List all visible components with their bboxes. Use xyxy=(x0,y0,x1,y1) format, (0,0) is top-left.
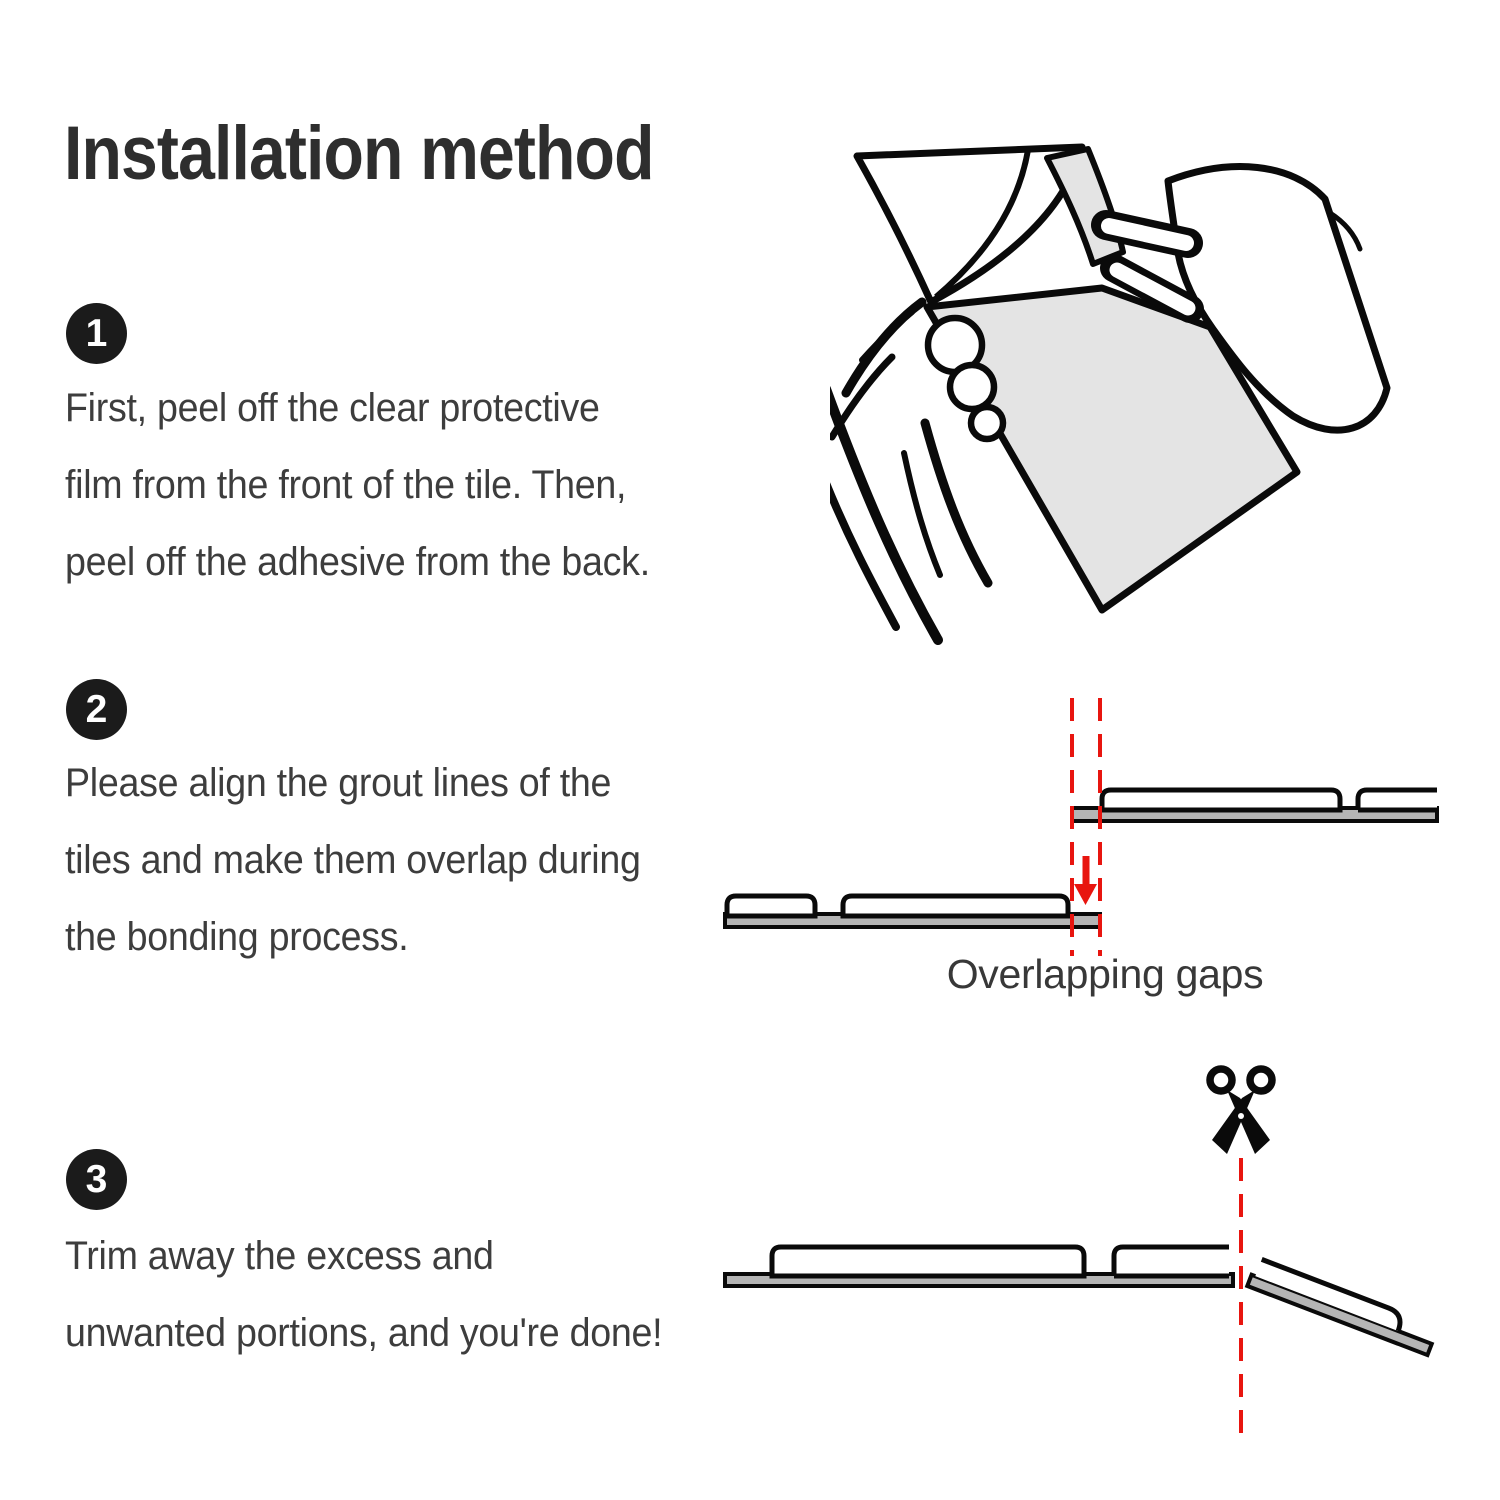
down-arrow-icon xyxy=(1074,856,1097,905)
peel-film-illustration xyxy=(830,105,1430,650)
step-2-description xyxy=(65,745,641,976)
step-description-line: unwanted portions, and you're done! xyxy=(65,1311,663,1355)
left-palm-line xyxy=(904,453,940,575)
step-number: 2 xyxy=(85,687,108,731)
trim-illustration xyxy=(710,1050,1470,1470)
step-description-line: tiles and make them overlap during xyxy=(65,838,641,882)
liner-strip xyxy=(1047,149,1123,264)
step-description-line: the bonding process. xyxy=(65,915,409,959)
step-1-description xyxy=(65,370,650,601)
step-description-line: Trim away the excess and xyxy=(65,1234,494,1278)
step-number: 1 xyxy=(85,311,108,355)
clear-film-sheet xyxy=(857,147,1082,302)
step-3-number-badge xyxy=(66,1149,127,1210)
step-description-line: Please align the grout lines of the xyxy=(65,761,612,805)
step-3-description xyxy=(65,1218,662,1372)
upper-tile-cross-section xyxy=(1072,790,1437,821)
page-title: Installation method xyxy=(64,111,654,196)
step-2-number-badge xyxy=(66,679,127,740)
step-1-number-badge xyxy=(66,303,127,364)
step-number: 3 xyxy=(85,1157,108,1201)
left-finger xyxy=(862,312,912,360)
overlap-caption: Overlapping gaps xyxy=(946,951,1264,997)
scissors-icon xyxy=(1210,1069,1272,1154)
curled-finger xyxy=(950,365,994,409)
step-description-line: peel off the adhesive from the back. xyxy=(65,540,650,584)
curled-finger xyxy=(971,407,1003,439)
step-description-line: film from the front of the tile. Then, xyxy=(65,463,627,507)
lower-tile-cross-section xyxy=(725,896,1100,927)
left-forearm-line xyxy=(830,483,896,627)
trimmed-piece xyxy=(1247,1258,1438,1355)
tile-cross-section xyxy=(725,1247,1233,1286)
step-description-line: First, peel off the clear protective xyxy=(65,386,600,430)
